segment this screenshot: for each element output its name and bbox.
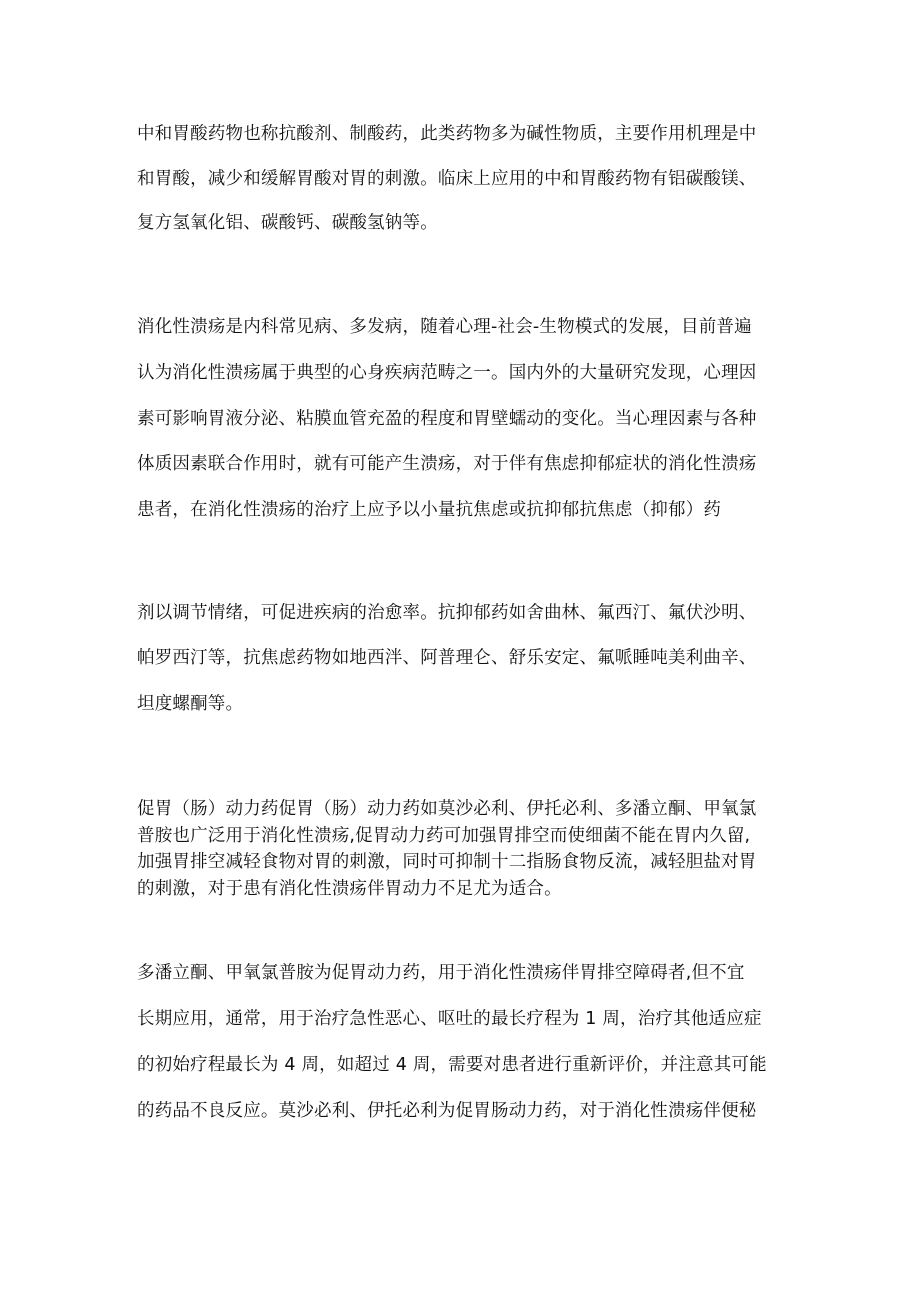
- text-line: 素可影响胃液分泌、粘膜血管充盈的程度和胃壁蠕动的变化。当心理因素与各种: [137, 409, 757, 429]
- text-line: 多潘立酮、甲氧氯普胺为促胃动力药，用于消化性溃疡伴胃排空障碍者,但不宜: [137, 963, 745, 983]
- text-line: 坦度螺酮等。: [137, 694, 244, 714]
- text-line: 和胃酸，减少和缓解胃酸对胃的刺激。临床上应用的中和胃酸药物有铝碳酸镁、: [137, 169, 757, 189]
- text-line: 促胃（肠）动力药促胃（肠）动力药如莫沙必利、伊托必利、多潘立酮、甲氧氯: [137, 799, 757, 819]
- text-line: 复方氢氧化铝、碳酸钙、碳酸氢钠等。: [137, 213, 438, 233]
- text-line: 长期应用，通常，用于治疗急性恶心、呕吐的最长疗程为 1 周，治疗其他适应症: [137, 1009, 762, 1029]
- text-line: 认为消化性溃疡属于典型的心身疾病范畴之一。国内外的大量研究发现，心理因: [137, 363, 757, 383]
- text-line: 的初始疗程最长为 4 周，如超过 4 周，需要对患者进行重新评价，并注意其可能: [137, 1055, 767, 1075]
- text-line: 帕罗西汀等，抗焦虑药物如地西泮、阿普理仑、舒乐安定、氟哌睡吨美利曲辛、: [137, 648, 757, 668]
- text-line: 剂以调节情绪，可促进疾病的治愈率。抗抑郁药如舍曲林、氟西汀、氟伏沙明、: [137, 603, 757, 623]
- text-line: 消化性溃疡是内科常见病、多发病，随着心理-社会-生物模式的发展，目前普遍: [137, 317, 752, 337]
- text-line: 的刺激，对于患有消化性溃疡伴胃动力不足尤为适合。: [137, 879, 562, 899]
- text-line: 的药品不良反应。莫沙必利、伊托必利为促胃肠动力药，对于消化性溃疡伴便秘: [137, 1101, 757, 1121]
- text-line: 加强胃排空减轻食物对胃的刺激，同时可抑制十二指肠食物反流，减轻胆盐对胃: [137, 852, 757, 872]
- text-line: 患者，在消化性溃疡的治疗上应予以小量抗焦虑或抗抑郁抗焦虑（抑郁）药: [137, 500, 722, 520]
- text-line: 中和胃酸药物也称抗酸剂、制酸药，此类药物多为碱性物质，主要作用机理是中: [137, 124, 757, 144]
- text-line: 体质因素联合作用时，就有可能产生溃疡，对于伴有焦虑抑郁症状的消化性溃疡: [137, 454, 757, 474]
- text-line: 普胺也广泛用于消化性溃疡,促胃动力药可加强胃排空而使细菌不能在胃内久留,: [137, 826, 751, 846]
